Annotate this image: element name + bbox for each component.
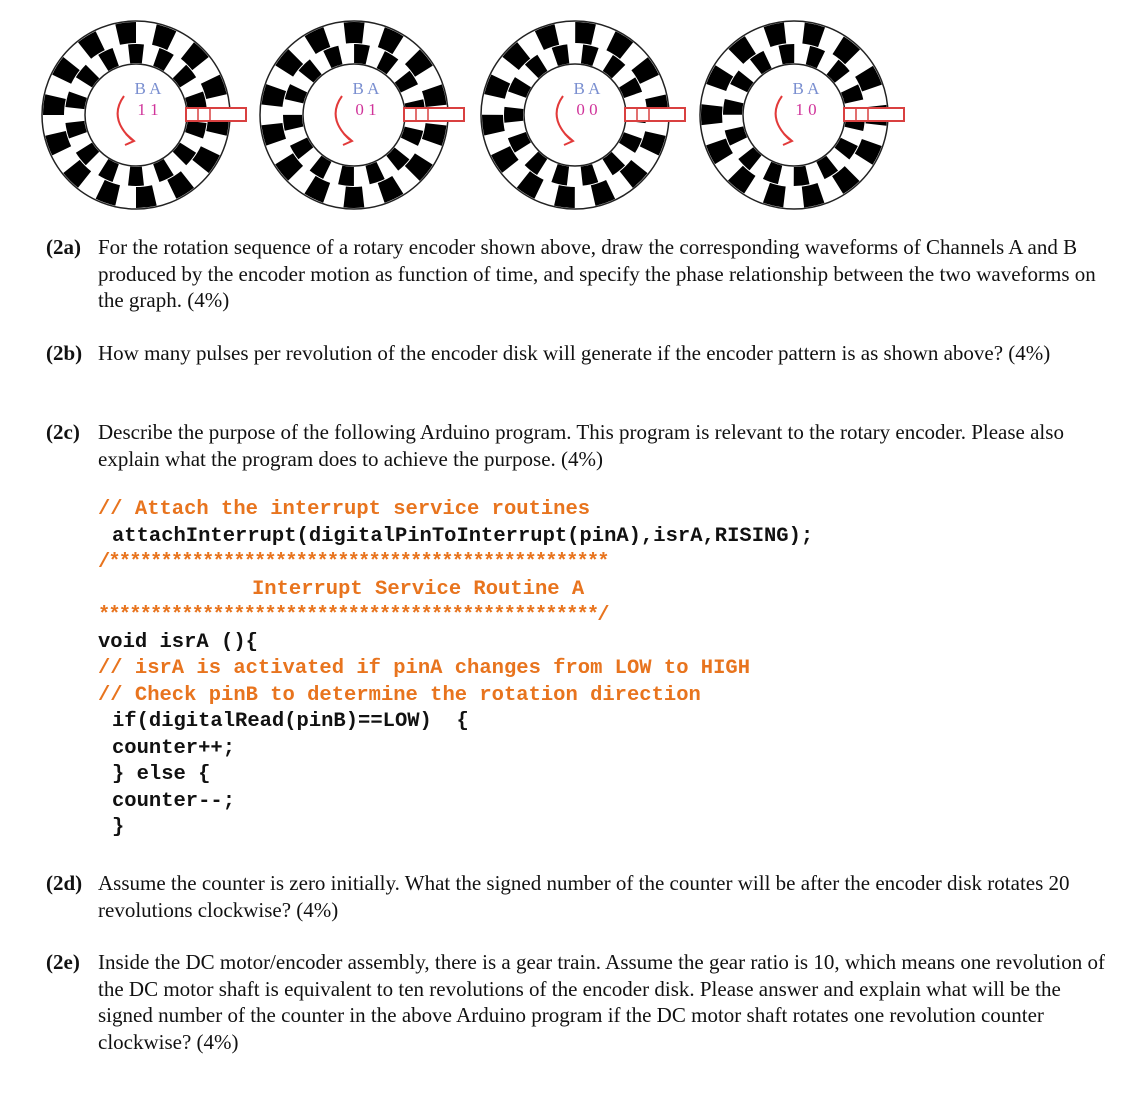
code-comment: // Attach the interrupt service routines <box>98 498 591 521</box>
inner-track-segment <box>504 107 523 123</box>
code-line: } else { <box>112 763 211 786</box>
code-line: } <box>112 816 125 839</box>
channel-bits: 1 0 <box>795 100 817 119</box>
code-comment: // Check pinB to determine the rotation direction <box>98 684 701 707</box>
question-text: Describe the purpose of the following Arduino program. This program is relevant to the rotary encoder. Please also explain what the program does to achieve the purpose. (4%) <box>98 420 1064 471</box>
question-text: How many pulses per revolution of the encoder disk will generate if the encoder pattern is as shown above? (4%) <box>98 341 1051 365</box>
question-label: (2e) <box>46 950 80 974</box>
encoder-disk-3 <box>477 10 687 215</box>
outer-track-segment <box>343 187 364 208</box>
code-line: counter--; <box>112 790 236 813</box>
question-2c <box>46 419 1116 472</box>
code-line: counter++; <box>112 737 236 760</box>
channel-bits: 0 1 <box>355 100 377 119</box>
code-line: if(digitalRead(pinB)==LOW) { <box>112 710 469 733</box>
channel-bits: 1 1 <box>137 100 159 119</box>
channel-bits: 0 0 <box>576 100 598 119</box>
encoder-disk-2 <box>256 10 466 215</box>
channel-labels: B A <box>792 79 820 98</box>
question-2b <box>46 340 1116 367</box>
outer-track-segment <box>701 104 722 125</box>
question-2e <box>46 949 1116 1055</box>
question-label: (2b) <box>46 341 83 365</box>
question-text: Assume the counter is zero initially. What the signed number of the counter will be after the encoder disk rotates 20 revolutions clockwise? (4%) <box>98 871 1070 922</box>
inner-track-segment <box>128 167 144 186</box>
channel-labels: B A <box>573 79 601 98</box>
encoder-disk-svg-4 <box>696 10 906 215</box>
channel-labels: B A <box>352 79 380 98</box>
question-text: For the rotation sequence of a rotary encoder shown above, draw the corresponding waveforms of Channels A and B produced by the encoder motion as function of time, and specify the phase relationship between the two waveforms on the graph. (4%) <box>98 235 1096 312</box>
encoder-disk-svg-3 <box>477 10 687 215</box>
question-2a <box>46 234 1116 314</box>
encoder-disk-svg-2 <box>256 10 466 215</box>
sensor-box <box>625 108 685 121</box>
channel-labels: B A <box>134 79 162 98</box>
sensor-box <box>404 108 464 121</box>
encoder-disk-1 <box>38 10 248 215</box>
question-2d <box>46 870 1116 923</box>
code-line: void isrA (){ <box>98 631 258 654</box>
encoder-disk-svg-1 <box>38 10 248 215</box>
question-text: Inside the DC motor/encoder assembly, there is a gear train. Assume the gear ratio is 10, which means one revolution of the DC motor shaft is equivalent to ten revolutions of the encoder disk. Please answer and explain what will be the signed number of the counter in the above Arduino program if the DC motor shaft rotates one revolution counter clockwise? (4%) <box>98 950 1105 1054</box>
inner-track-segment <box>128 44 144 63</box>
code-comment: // isrA is activated if pinA changes from LOW to HIGH <box>98 657 751 680</box>
encoder-disk-4 <box>696 10 906 215</box>
code-comment: Interrupt Service Routine A <box>252 578 585 601</box>
question-label: (2d) <box>46 871 83 895</box>
outer-track-segment <box>344 22 365 43</box>
code-line: attachInterrupt(digitalPinToInterrupt(pinA),isrA,RISING); <box>112 525 814 548</box>
code-comment: /************************************************ <box>98 551 608 574</box>
question-label: (2a) <box>46 235 81 259</box>
question-label: (2c) <box>46 420 80 444</box>
code-comment: ************************************************/ <box>98 604 608 627</box>
sensor-box <box>844 108 904 121</box>
sensor-box <box>186 108 246 121</box>
